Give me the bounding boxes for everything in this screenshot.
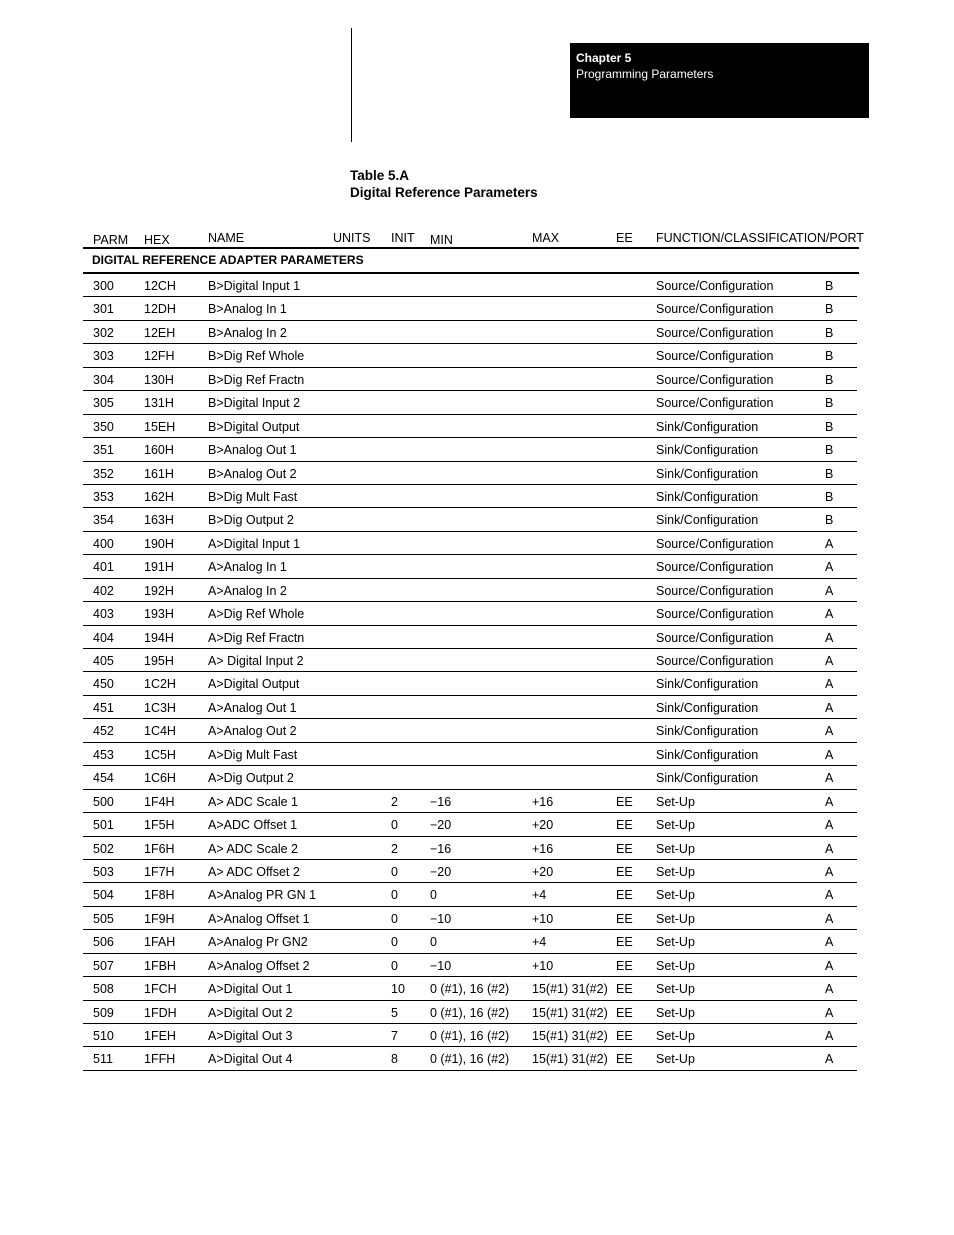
cell-parm: 506 [93, 935, 114, 950]
table-row [83, 462, 857, 485]
cell-func: Source/Configuration [656, 560, 774, 575]
cell-ee: EE [616, 1052, 633, 1067]
cell-port: A [825, 583, 834, 598]
cell-ee: EE [616, 935, 633, 950]
cell-func: Sink/Configuration [656, 513, 759, 528]
cell-hex: 1F9H [144, 911, 175, 926]
cell-parm: 403 [93, 607, 114, 622]
cell-hex: 1FFH [144, 1052, 176, 1067]
cell-parm: 400 [93, 536, 114, 551]
cell-hex: 1FEH [144, 1029, 176, 1043]
cell-func: Source/Configuration [656, 630, 774, 645]
table-row [83, 555, 857, 578]
cell-port: A [825, 654, 834, 668]
cell-hex: 190H [144, 536, 174, 551]
cell-parm: 503 [93, 864, 114, 879]
cell-func: Sink/Configuration [656, 443, 759, 458]
cell-port: B [825, 466, 834, 481]
cell-hex: 1C3H [144, 700, 176, 715]
header-rule [83, 247, 859, 249]
parameter-table [0, 274, 954, 1071]
cell-port: B [825, 349, 834, 364]
cell-func: Source/Configuration [656, 325, 774, 340]
cell-func: Sink/Configuration [656, 771, 759, 786]
cell-func: Set-Up [656, 958, 695, 973]
cell-func: Source/Configuration [656, 349, 774, 364]
cell-name: A>Analog Out 1 [208, 700, 297, 715]
col-units: UNITS [333, 231, 371, 245]
table-number: Table 5.A [350, 168, 410, 183]
table-row [83, 1047, 857, 1070]
cell-name: A>Dig Ref Fractn [208, 630, 305, 645]
cell-parm: 404 [93, 630, 114, 645]
cell-parm: 451 [93, 700, 114, 715]
cell-parm: 352 [93, 466, 114, 481]
cell-parm: 505 [93, 911, 114, 926]
cell-port: A [825, 700, 834, 715]
col-hex: HEX [144, 233, 170, 247]
cell-hex: 1C2H [144, 677, 176, 692]
cell-max: 15(#1) 31(#2) [532, 1052, 608, 1067]
cell-port: A [825, 560, 834, 575]
cell-hex: 131H [144, 396, 174, 411]
cell-init: 0 [391, 888, 398, 903]
cell-port: A [825, 607, 834, 622]
cell-parm: 302 [93, 325, 114, 340]
cell-parm: 501 [93, 818, 114, 833]
cell-hex: 161H [144, 466, 174, 481]
cell-hex: 130H [144, 372, 174, 387]
col-max: MAX [532, 231, 560, 245]
cell-name: B>Digital Input 2 [208, 396, 301, 411]
cell-max: 15(#1) 31(#2) [532, 1029, 608, 1043]
cell-port: B [825, 489, 834, 504]
cell-hex: 192H [144, 583, 174, 598]
cell-name: A>Digital Out 2 [208, 1005, 293, 1020]
cell-port: B [825, 372, 834, 387]
cell-func: Set-Up [656, 1005, 695, 1020]
table-row [83, 883, 857, 906]
cell-init: 0 [391, 958, 398, 973]
table-row [83, 626, 857, 649]
cell-hex: 12DH [144, 302, 176, 317]
cell-func: Source/Configuration [656, 279, 774, 293]
cell-parm: 500 [93, 794, 114, 809]
cell-ee: EE [616, 864, 633, 879]
table-title: Digital Reference Parameters [350, 185, 538, 200]
cell-parm: 453 [93, 747, 114, 762]
cell-hex: 193H [144, 607, 174, 622]
cell-hex: 1F5H [144, 818, 175, 833]
cell-func: Source/Configuration [656, 536, 774, 551]
cell-parm: 502 [93, 841, 114, 856]
col-init: INIT [391, 231, 415, 245]
cell-port: A [825, 911, 834, 926]
cell-min: −20 [430, 818, 452, 833]
cell-name: A> ADC Scale 1 [208, 794, 298, 809]
cell-port: B [825, 325, 834, 340]
cell-max: +20 [532, 818, 554, 833]
cell-func: Source/Configuration [656, 607, 774, 622]
cell-parm: 353 [93, 489, 114, 504]
cell-func: Set-Up [656, 1052, 695, 1067]
cell-min: −16 [430, 794, 452, 809]
cell-name: A>Dig Output 2 [208, 771, 294, 786]
cell-port: A [825, 630, 834, 645]
cell-max: +20 [532, 864, 554, 879]
cell-hex: 1FBH [144, 958, 176, 973]
cell-max: +4 [532, 935, 547, 950]
column-headers [0, 231, 954, 247]
cell-port: A [825, 958, 834, 973]
table-caption [350, 167, 538, 201]
cell-name: A>Digital Out 1 [208, 982, 293, 997]
cell-parm: 504 [93, 888, 114, 903]
cell-name: A> ADC Scale 2 [208, 841, 298, 856]
table-row [83, 743, 857, 766]
cell-func: Set-Up [656, 982, 695, 997]
cell-port: B [825, 419, 834, 434]
cell-parm: 300 [93, 279, 114, 293]
cell-hex: 1FDH [144, 1005, 177, 1020]
table-row [83, 813, 857, 836]
cell-max: +16 [532, 841, 554, 856]
cell-func: Source/Configuration [656, 372, 774, 387]
cell-func: Sink/Configuration [656, 419, 759, 434]
cell-hex: 1FAH [144, 935, 176, 950]
cell-name: B>Dig Ref Whole [208, 349, 305, 364]
table-row [83, 297, 857, 320]
cell-parm: 304 [93, 372, 114, 387]
cell-hex: 1F7H [144, 864, 175, 879]
cell-parm: 301 [93, 302, 114, 317]
cell-port: A [825, 747, 834, 762]
cell-func: Source/Configuration [656, 583, 774, 598]
cell-max: +4 [532, 888, 547, 903]
cell-ee: EE [616, 911, 633, 926]
cell-func: Source/Configuration [656, 396, 774, 411]
cell-min: −10 [430, 911, 452, 926]
table-row [83, 696, 857, 719]
cell-init: 0 [391, 935, 398, 950]
cell-port: A [825, 982, 834, 997]
cell-parm: 351 [93, 443, 114, 458]
cell-parm: 454 [93, 771, 114, 786]
cell-min: 0 (#1), 16 (#2) [430, 1029, 510, 1043]
cell-parm: 305 [93, 396, 114, 411]
table-row [83, 391, 857, 414]
cell-func: Sink/Configuration [656, 489, 759, 504]
table-row [83, 368, 857, 391]
cell-hex: 1FCH [144, 982, 177, 997]
cell-hex: 1C5H [144, 747, 176, 762]
cell-hex: 1F4H [144, 794, 175, 809]
cell-func: Sink/Configuration [656, 677, 759, 692]
cell-parm: 508 [93, 982, 114, 997]
table-row [83, 321, 857, 344]
cell-func: Set-Up [656, 935, 695, 950]
col-parm: PARM [93, 233, 129, 247]
cell-hex: 15EH [144, 419, 176, 434]
cell-port: A [825, 794, 834, 809]
cell-ee: EE [616, 888, 633, 903]
cell-hex: 12CH [144, 279, 176, 293]
cell-min: −20 [430, 864, 452, 879]
margin-rule [351, 28, 352, 142]
table-row [83, 532, 857, 555]
cell-port: A [825, 818, 834, 833]
cell-name: B>Dig Output 2 [208, 513, 294, 528]
cell-init: 0 [391, 911, 398, 926]
table-row [83, 649, 857, 672]
cell-init: 0 [391, 818, 398, 833]
cell-hex: 160H [144, 443, 174, 458]
cell-max: +16 [532, 794, 554, 809]
cell-name: A>ADC Offset 1 [208, 818, 298, 833]
cell-ee: EE [616, 794, 633, 809]
cell-port: A [825, 841, 834, 856]
cell-name: A>Analog Offset 2 [208, 958, 310, 973]
cell-port: B [825, 513, 834, 528]
cell-parm: 401 [93, 560, 114, 575]
cell-name: A>Analog Out 2 [208, 724, 297, 739]
cell-parm: 450 [93, 677, 114, 692]
cell-ee: EE [616, 841, 633, 856]
cell-init: 2 [391, 794, 398, 809]
cell-hex: 194H [144, 630, 174, 645]
cell-name: A>Analog In 2 [208, 583, 287, 598]
cell-ee: EE [616, 982, 633, 997]
table-row [83, 415, 857, 438]
cell-hex: 195H [144, 654, 174, 668]
cell-parm: 402 [93, 583, 114, 598]
cell-ee: EE [616, 958, 633, 973]
col-ee: EE [616, 231, 633, 245]
cell-func: Set-Up [656, 888, 695, 903]
cell-port: A [825, 1029, 834, 1043]
cell-hex: 12EH [144, 325, 176, 340]
cell-name: A>Dig Ref Whole [208, 607, 305, 622]
cell-name: B>Analog In 2 [208, 325, 287, 340]
section-heading: DIGITAL REFERENCE ADAPTER PARAMETERS [92, 253, 364, 267]
cell-port: B [825, 443, 834, 458]
cell-min: −16 [430, 841, 452, 856]
cell-parm: 511 [93, 1052, 113, 1067]
cell-func: Sink/Configuration [656, 724, 759, 739]
cell-init: 0 [391, 864, 398, 879]
cell-ee: EE [616, 1029, 633, 1043]
col-name: NAME [208, 231, 245, 245]
cell-max: 15(#1) 31(#2) [532, 1005, 608, 1020]
cell-func: Sink/Configuration [656, 700, 759, 715]
cell-func: Set-Up [656, 911, 695, 926]
cell-port: B [825, 302, 834, 317]
table-row [83, 508, 857, 531]
cell-name: B>Analog In 1 [208, 302, 287, 317]
cell-name: B>Analog Out 2 [208, 466, 297, 481]
cell-hex: 1F8H [144, 888, 175, 903]
cell-port: A [825, 888, 834, 903]
table-row [83, 485, 857, 508]
cell-port: B [825, 396, 834, 411]
cell-min: 0 (#1), 16 (#2) [430, 982, 510, 997]
cell-parm: 509 [93, 1005, 114, 1020]
cell-func: Sink/Configuration [656, 466, 759, 481]
cell-init: 8 [391, 1052, 398, 1067]
cell-name: B>Digital Output [208, 419, 300, 434]
cell-port: A [825, 935, 834, 950]
cell-name: A>Dig Mult Fast [208, 747, 298, 762]
cell-hex: 1C6H [144, 771, 176, 786]
cell-min: 0 [430, 935, 437, 950]
cell-hex: 191H [144, 560, 174, 575]
cell-parm: 510 [93, 1029, 114, 1043]
cell-parm: 354 [93, 513, 114, 528]
cell-name: A>Digital Out 3 [208, 1029, 293, 1043]
cell-port: A [825, 1005, 834, 1020]
table-row [83, 860, 857, 883]
cell-func: Set-Up [656, 841, 695, 856]
cell-parm: 452 [93, 724, 114, 739]
cell-init: 10 [391, 982, 405, 997]
cell-port: A [825, 864, 834, 879]
cell-port: A [825, 724, 834, 739]
table-row [83, 672, 857, 695]
cell-parm: 350 [93, 419, 114, 434]
cell-max: +10 [532, 911, 554, 926]
cell-func: Set-Up [656, 818, 695, 833]
cell-name: B>Dig Mult Fast [208, 489, 298, 504]
table-row [83, 344, 857, 367]
cell-func: Source/Configuration [656, 302, 774, 317]
table-row [83, 766, 857, 789]
chapter-subtitle: Programming Parameters [576, 67, 714, 81]
cell-func: Set-Up [656, 1029, 695, 1043]
cell-init: 7 [391, 1029, 398, 1043]
cell-name: B>Digital Input 1 [208, 279, 301, 293]
cell-port: A [825, 536, 834, 551]
cell-max: 15(#1) 31(#2) [532, 982, 608, 997]
table-row [83, 438, 857, 461]
cell-hex: 163H [144, 513, 174, 528]
cell-parm: 405 [93, 654, 114, 668]
cell-hex: 1F6H [144, 841, 175, 856]
table-row [83, 790, 857, 813]
chapter-tab [570, 43, 869, 118]
chapter-label: Chapter 5 [576, 51, 632, 65]
table-row [83, 1024, 857, 1047]
cell-min: 0 [430, 888, 437, 903]
cell-hex: 12FH [144, 349, 175, 364]
cell-ee: EE [616, 818, 633, 833]
cell-parm: 303 [93, 349, 114, 364]
cell-port: A [825, 677, 834, 692]
cell-name: A>Analog PR GN 1 [208, 888, 317, 903]
table-row [83, 977, 857, 1000]
cell-init: 5 [391, 1005, 398, 1020]
table-row [83, 719, 857, 742]
cell-name: A>Digital Input 1 [208, 536, 301, 551]
cell-port: B [825, 279, 834, 293]
cell-name: A>Analog In 1 [208, 560, 287, 575]
cell-name: A> Digital Input 2 [208, 654, 304, 668]
cell-ee: EE [616, 1005, 633, 1020]
cell-port: A [825, 771, 834, 786]
table-row [83, 954, 857, 977]
cell-port: A [825, 1052, 834, 1067]
table-row [83, 274, 857, 297]
cell-name: B>Analog Out 1 [208, 443, 297, 458]
cell-init: 2 [391, 841, 398, 856]
table-row [83, 1001, 857, 1024]
cell-func: Set-Up [656, 794, 695, 809]
cell-func: Sink/Configuration [656, 747, 759, 762]
cell-name: A>Digital Out 4 [208, 1052, 293, 1067]
cell-min: 0 (#1), 16 (#2) [430, 1005, 510, 1020]
cell-max: +10 [532, 958, 554, 973]
cell-func: Source/Configuration [656, 654, 774, 668]
table-row [83, 907, 857, 930]
table-row [83, 837, 857, 860]
cell-name: A> ADC Offset 2 [208, 864, 300, 879]
cell-parm: 507 [93, 958, 114, 973]
table-row [83, 602, 857, 625]
cell-hex: 1C4H [144, 724, 176, 739]
cell-name: B>Dig Ref Fractn [208, 372, 305, 387]
cell-hex: 162H [144, 489, 174, 504]
table-row [83, 579, 857, 602]
cell-min: −10 [430, 958, 452, 973]
cell-name: A>Analog Pr GN2 [208, 935, 308, 950]
cell-func: Set-Up [656, 864, 695, 879]
col-function: FUNCTION/CLASSIFICATION/PORT [656, 231, 864, 245]
table-row [83, 930, 857, 953]
cell-name: A>Analog Offset 1 [208, 911, 310, 926]
col-min: MIN [430, 233, 453, 247]
cell-name: A>Digital Output [208, 677, 300, 692]
cell-min: 0 (#1), 16 (#2) [430, 1052, 510, 1067]
